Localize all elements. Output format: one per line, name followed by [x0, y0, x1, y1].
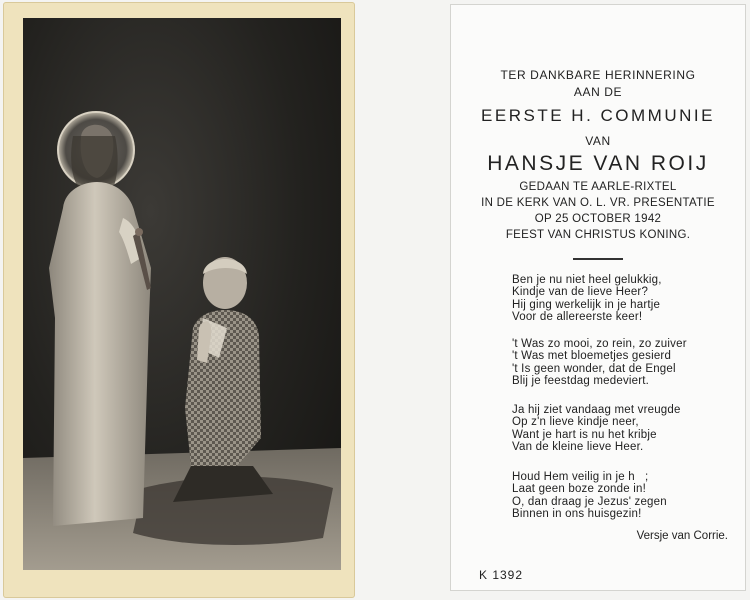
communicant-name: HANSJE VAN ROIJ [487, 152, 709, 175]
verse-line: Houd Hem veilig in je h ; [512, 471, 649, 483]
header-line-2: AAN DE [573, 85, 623, 99]
verse-line: Laat geen boze zonde in! [512, 483, 646, 496]
verse-line: O, dan draag je Jezus' zegen [512, 495, 667, 508]
info-line: GEDAAN TE AARLE-RIXTEL [519, 181, 677, 193]
catalog-number: K 1392 [479, 568, 524, 582]
photo-card [3, 2, 355, 598]
verse-line: Van de kleine lieve Heer. [512, 440, 644, 453]
photo-illustration [23, 18, 341, 570]
info-line: OP 25 OCTOBER 1942 [534, 213, 662, 225]
stanza-1 [512, 274, 662, 323]
divider-line [573, 258, 623, 260]
header-line-1: TER DANKBARE HERINNERING [500, 68, 696, 82]
verse-line: Kindje van de lieve Heer? [512, 286, 649, 299]
stanza-3 [512, 404, 681, 453]
van-label: VAN [585, 134, 611, 148]
verse-line: Voor de allereerste keer! [512, 310, 643, 323]
info-line: IN DE KERK VAN O. L. VR. PRESENTATIE [481, 197, 715, 209]
communion-photo [23, 18, 341, 570]
event-title: EERSTE H. COMMUNIE [481, 106, 715, 125]
verse-line: Binnen in ons huisgezin! [512, 507, 642, 520]
remembrance-card [451, 5, 745, 590]
verse-line: Hij ging werkelijk in je hartje [512, 298, 661, 311]
stanza-2 [512, 338, 687, 387]
info-line: FEEST VAN CHRISTUS KONING. [505, 229, 691, 241]
verse-line: 't Was met bloemetjes gesierd [512, 350, 672, 363]
verse-line: 't Was zo mooi, zo rein, zo zuiver [512, 338, 687, 350]
verse-author: Versje van Corrie. [636, 530, 728, 542]
flower-icon [135, 228, 143, 236]
verse-line: Ja hij ziet vandaag met vreugde [512, 404, 681, 416]
verse-line: 't Is geen wonder, dat de Engel [512, 362, 676, 375]
verse-line: Op z'n lieve kindje neer, [512, 416, 639, 429]
verse-line: Blij je feestdag medeviert. [512, 374, 650, 387]
verse-line: Ben je nu niet heel gelukkig, [512, 274, 662, 286]
verse-line: Want je hart is nu het kribje [512, 428, 657, 441]
stanza-4 [512, 471, 667, 520]
